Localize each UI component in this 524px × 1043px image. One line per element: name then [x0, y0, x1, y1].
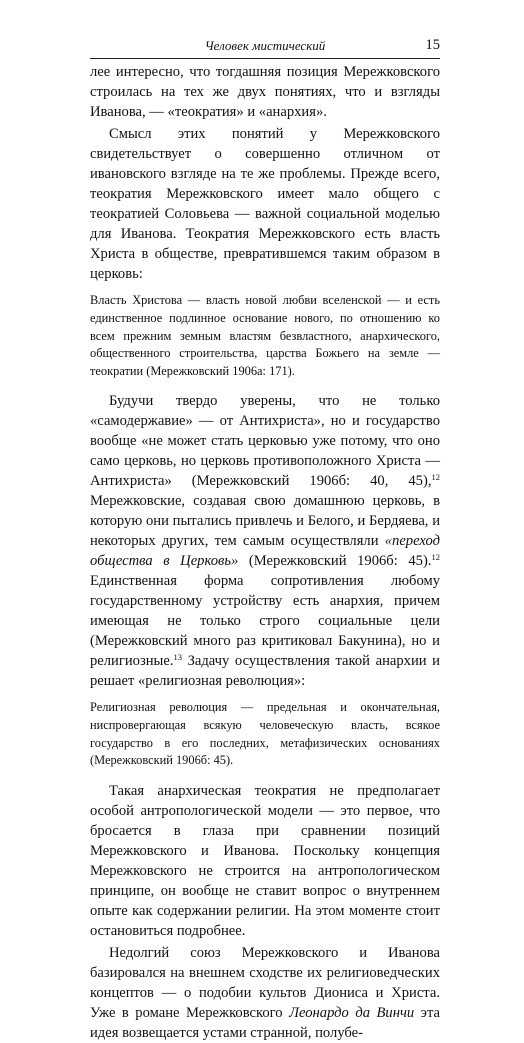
footnote-ref-12b: 12 [431, 551, 440, 562]
paragraph-5 [90, 943, 440, 1043]
paragraph-5-part-a: Недолгий союз Мережковского и Иванова базировался на внешнем сходстве их религиоведческих концептов — о подобии культов Диониса и Христа. Уже в романе Мережковского [90, 945, 440, 1022]
paragraph-3-part-d: Единственная форма сопротивления любому государственному устройству есть анархия, причем имеющая не только строго социальные цели (Мережковский много раз критиковал Бакунина), но и религиозные. [90, 572, 440, 669]
running-title: Человек мистический [204, 38, 326, 53]
running-header [90, 36, 440, 59]
paragraph-5-part-b: эта идея возвещается устами странной, полубе- [90, 1005, 440, 1042]
text-body [90, 62, 440, 1043]
paragraph-3-part-b: Мережковские, создавая свою домашнюю церковь, в которую они пытались привлечь и Белого, и Бердяева, и некоторых других, тем самым осуществляли [90, 492, 440, 549]
paragraph-2: Смысл этих понятий у Мережковского свидетельствует о совершенно отличном от ивановского взгляде на те же проблемы. Прежде всего, теократия Мережковского имеет мало общего с теократией Соловьева — важной социальной моделью для Иванова. Теократия Мережковского есть власть Христа в обществе, превратившемся таким образом в церковь: [90, 126, 440, 282]
paragraph-3 [90, 391, 440, 691]
footnote-ref-13: 13 [173, 651, 182, 662]
block-quote-1: Власть Христова — власть новой любви вселенской — и есть единственное подлинное основание нового, по отношению ко всем прежним земным властям безвластного, анархического, общественного строительства, царства Божьего на земле — теократии (Мережковский 1906a: 171). [90, 293, 440, 379]
italic-phrase: «переход общества в Церковь» [90, 532, 440, 569]
page-number: 15 [425, 37, 440, 53]
block-quote-2: Религиозная революция — предельная и окончательная, ниспровергающая всякую человеческую власть, всякое государство в его последних, метафизических основаниях (Мережковский 1906б: 45). [90, 699, 440, 768]
paragraph-3-part-e: Задачу осуществления такой анархии и решает «религиозная революция»: [90, 652, 440, 689]
paragraph-3-part-c: (Мережковский 1906б: 45). [238, 552, 432, 569]
italic-title: Леонардо да Винчи [289, 1005, 415, 1022]
paragraph-1: лее интересно, что тогдашняя позиция Мережковского строилась на тех же двух понятиях, что и взгляды Иванова, — «теократия» и «анархия». [90, 64, 440, 120]
footnote-ref-12a: 12 [431, 471, 440, 482]
paragraph-4: Такая анархическая теократия не предполагает особой антропологической модели — это первое, что бросается в глаза при сравнении позиций Мережковского и Иванова. Поскольку концепция Мережковского не строится на антропологическом принципе, он вообще не ставит вопрос о внутреннем опыте как содержании религии. На этом моменте стоит остановиться подробнее. [90, 783, 440, 940]
paragraph-3-part-a: Будучи твердо уверены, что не только «самодержавие» — от Антихриста», но и государство вообще «не может стать церковью уже потому, что оно само церковь, но церковь противоположного Христа — Антихриста» (Мережковский 1906б: 40, 45), [90, 392, 440, 489]
